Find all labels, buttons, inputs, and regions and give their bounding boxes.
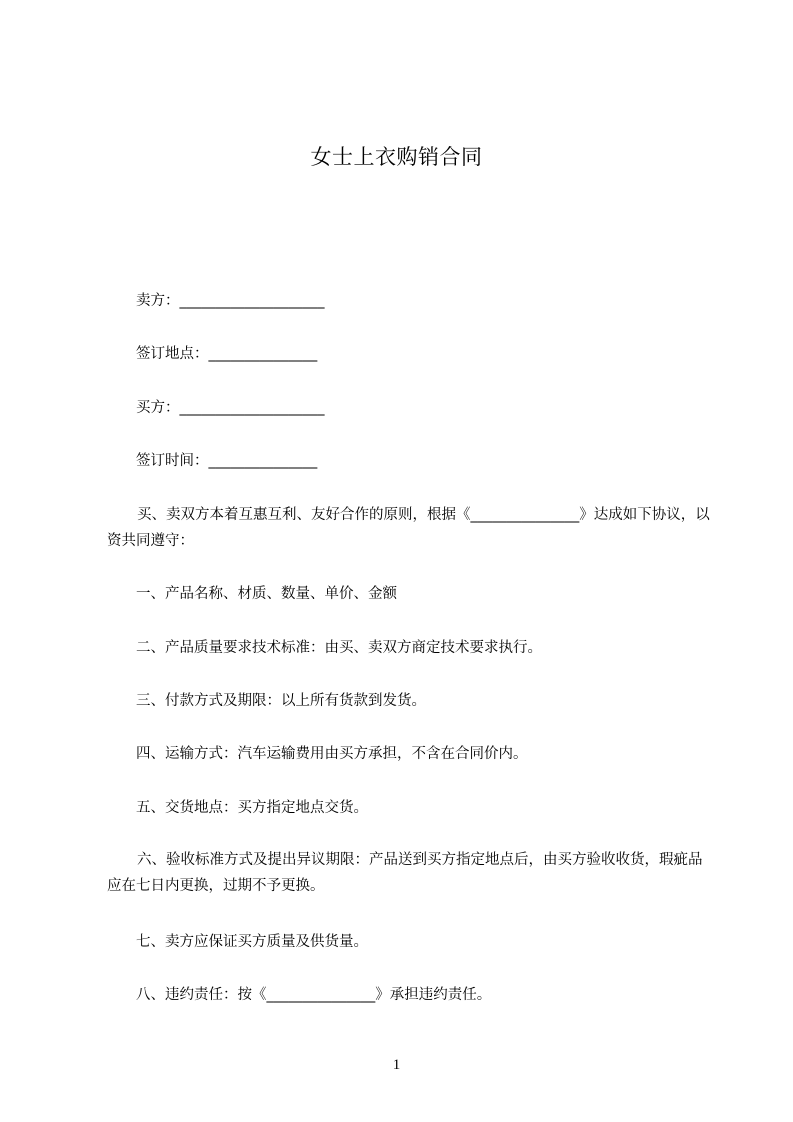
clause-6: 六、验收标准方式及提出异议期限：产品送到买方指定地点后，由买方验收收货，瑕疵品应在七日内更换，过期不予更换。: [107, 852, 703, 894]
clause-4: 四、运输方式：汽车运输费用由买方承担，不含在合同价内。: [136, 746, 528, 762]
clause-8: 八、违约责任：按《_______________》承担违约责任。: [136, 987, 492, 1003]
intro-paragraph: 买、卖双方本着互惠互利、友好合作的原则，根据《_______________》达成如下协议，以资共同遵守：: [107, 507, 710, 549]
clause-3: 三、付款方式及期限：以上所有货款到发货。: [136, 693, 426, 709]
seller-field: 卖方：____________________: [136, 293, 325, 309]
clause-5: 五、交货地点：买方指定地点交货。: [136, 800, 368, 816]
page-number: 1: [392, 1057, 401, 1073]
sign-place-field: 签订地点：_______________: [136, 346, 318, 362]
clause-1: 一、产品名称、材质、数量、单价、金额: [136, 586, 397, 602]
buyer-field: 买方：____________________: [136, 400, 325, 416]
clause-7: 七、卖方应保证买方质量及供货量。: [136, 934, 368, 950]
clause-2: 二、产品质量要求技术标准：由买、卖双方商定技术要求执行。: [136, 640, 542, 656]
document-title: 女士上衣购销合同: [310, 145, 483, 169]
sign-time-field: 签订时间：_______________: [136, 453, 318, 469]
